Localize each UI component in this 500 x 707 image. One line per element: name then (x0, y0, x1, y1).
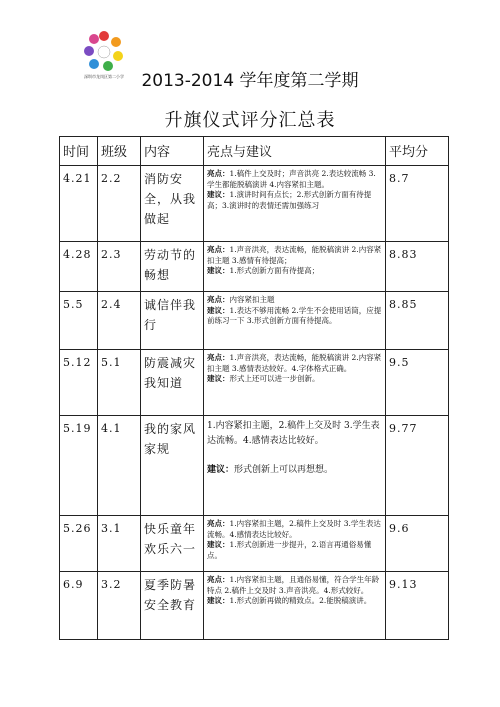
comment-line (207, 190, 382, 211)
cell-average: 8.83 (386, 242, 449, 292)
cell-time: 4.28 (60, 242, 98, 292)
table-header-row (60, 137, 449, 166)
cell-content: 防震减灾我知道 (141, 350, 204, 416)
comment-line (207, 575, 382, 596)
comment-text: 1.形式创新进一步提升，2.语言再通俗易懂点。 (207, 540, 372, 560)
cell-comments (204, 166, 386, 242)
cell-average: 9.6 (386, 516, 449, 572)
comment-text: 1.形式创新再做的精致点。2.能脱稿演讲。 (229, 596, 372, 605)
cell-time: 5.12 (60, 350, 98, 416)
comment-line (207, 295, 382, 306)
cell-content: 消防安全，从我做起 (141, 166, 204, 242)
cell-content: 诚信伴我行 (141, 292, 204, 350)
cell-comments (204, 516, 386, 572)
cell-content: 我的家风家规 (141, 416, 204, 516)
comment-text: 1.表达不够用流畅 2.学生不会使用话筒，应提前练习一下 3.形式创新方面有待提高。 (207, 305, 382, 325)
cell-comments (204, 416, 386, 516)
comment-text: 1.内容紧扣主题，2.稿件上交及时 3.学生表达流畅。4.感情表达比较好。 (207, 519, 381, 539)
comment-text: 形式上还可以进一步创新。 (229, 374, 320, 383)
comment-label: 建议： (207, 596, 230, 605)
comment-line (207, 353, 382, 374)
cell-comments (204, 242, 386, 292)
header-time: 时间 (60, 137, 98, 166)
cell-class: 3.1 (98, 516, 141, 572)
table-row (60, 242, 449, 292)
comment-text: 1.形式创新方面有待提高； (229, 266, 320, 275)
cell-comments (204, 292, 386, 350)
table-row (60, 572, 449, 640)
comment-label: 建议： (207, 465, 235, 475)
cell-class: 2.2 (98, 166, 141, 242)
comment-label: 亮点： (207, 519, 230, 528)
table-row (60, 350, 449, 416)
cell-comments (204, 572, 386, 640)
table-body (60, 166, 449, 640)
cell-time: 5.5 (60, 292, 98, 350)
comment-line (207, 306, 382, 327)
comment-text: 形式创新上可以再想想。 (234, 465, 334, 475)
comment-line (207, 419, 382, 449)
cell-average: 9.77 (386, 416, 449, 516)
comment-line (207, 374, 382, 385)
comment-label: 亮点： (207, 575, 230, 584)
comment-text: 1.声音洪亮，表达流畅，能脱稿演讲 2.内容紧扣主题 3.感情有待提高； (207, 245, 382, 265)
comment-text: 1.声音洪亮，表达流畅，能脱稿演讲 2.内容紧扣主题 3.感情表达较好。4.字体格式正确。 (207, 353, 382, 373)
comment-line (207, 463, 382, 478)
cell-time: 6.9 (60, 572, 98, 640)
cell-average: 8.85 (386, 292, 449, 350)
cell-content: 快乐童年欢乐六一 (141, 516, 204, 572)
header-average: 平均分 (386, 137, 449, 166)
comment-label: 亮点： (207, 353, 230, 362)
comment-text: 1.稿件上交及时；声音洪亮 2.表达较流畅 3.学生都能脱稿演讲 4.内容紧扣主题。 (207, 169, 376, 189)
comment-label: 建议： (207, 190, 230, 199)
comment-label: 建议： (207, 374, 230, 383)
cell-comments (204, 350, 386, 416)
cell-time: 5.19 (60, 416, 98, 516)
cell-time: 4.21 (60, 166, 98, 242)
comment-text: 内容紧扣主题 (229, 295, 275, 304)
comment-line (207, 245, 382, 266)
logo-caption: 深圳市龙岗区第二小学 (84, 74, 124, 79)
comment-text: 1.演讲时间有点长；2.形式创新方面有待提高；3.演讲时的表情还需加强练习 (207, 190, 372, 210)
cell-class: 4.1 (98, 416, 141, 516)
header-class: 班级 (98, 137, 141, 166)
comment-line (207, 266, 382, 277)
header-content: 内容 (141, 137, 204, 166)
cell-average: 9.13 (386, 572, 449, 640)
cell-average: 8.7 (386, 166, 449, 242)
page-title: 2013-2014 学年度第二学期 (141, 71, 359, 91)
comment-line (207, 540, 382, 561)
comment-label: 亮点： (207, 169, 230, 178)
comment-label: 建议： (207, 266, 230, 275)
cell-content: 夏季防暑安全教育 (141, 572, 204, 640)
table-row (60, 516, 449, 572)
cell-class: 5.1 (98, 350, 141, 416)
comment-text: 1.内容紧扣主题，2.稿件上交及时 3.学生表达流畅。4.感情表达比较好。 (207, 421, 380, 446)
table-row (60, 416, 449, 516)
comment-label: 建议： (207, 540, 230, 549)
cell-class: 3.2 (98, 572, 141, 640)
comment-label: 建议： (207, 305, 230, 315)
header-comments: 亮点与建议 (204, 137, 386, 166)
cell-content: 劳动节的畅想 (141, 242, 204, 292)
comment-line (207, 596, 382, 607)
comment-label: 亮点： (207, 245, 230, 254)
page-subtitle: 升旗仪式评分汇总表 (164, 110, 336, 131)
table-row (60, 166, 449, 242)
cell-class: 2.3 (98, 242, 141, 292)
comment-line (207, 169, 382, 190)
comment-text: 1.内容紧扣主题，且通俗易懂，符合学生年龄特点 2.稿件上交及时 3.声音洪亮。4.形式较好。 (207, 575, 380, 595)
cell-class: 2.4 (98, 292, 141, 350)
table-row (60, 292, 449, 350)
cell-time: 5.26 (60, 516, 98, 572)
comment-label: 亮点： (207, 295, 230, 304)
comment-line (207, 519, 382, 540)
cell-average: 9.5 (386, 350, 449, 416)
score-table (59, 136, 449, 640)
